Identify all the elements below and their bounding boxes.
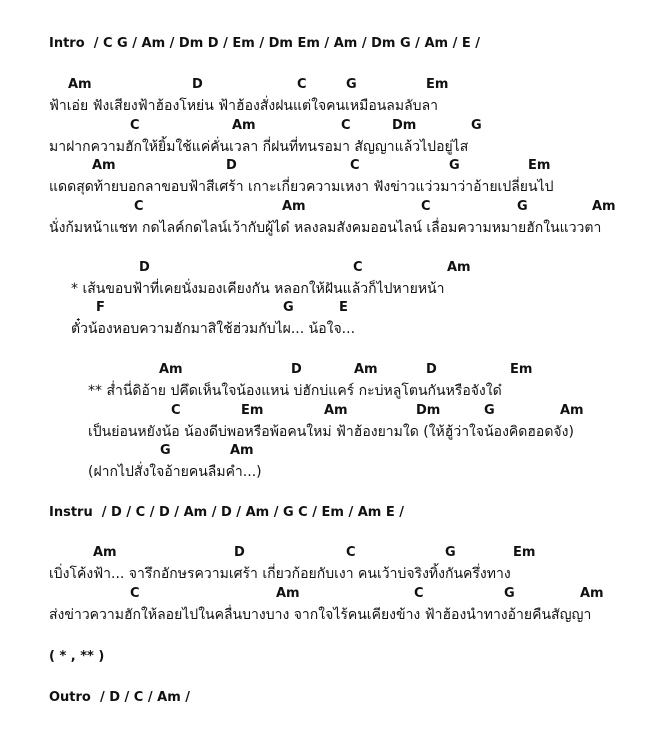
outro-progression: / D / C / Am /: [99, 690, 191, 705]
chord: Am: [93, 545, 117, 560]
chord: Am: [232, 118, 256, 133]
chord: Em: [528, 158, 551, 173]
chord: C: [414, 586, 424, 601]
chord: Em: [241, 403, 264, 418]
chord: G: [346, 77, 357, 92]
chord: E: [339, 300, 348, 315]
lyric-line: * เส้นขอบฟ้าที่เคยนั่งมองเคียงกัน หลอกให้ฝันแล้วก็ไปหายหน้า: [71, 281, 445, 297]
chord: G: [445, 545, 456, 560]
chord: Am: [447, 260, 471, 275]
chord: C: [421, 199, 431, 214]
chord: D: [192, 77, 203, 92]
lyric-line: มาฝากความฮักให้ยิ้มใช้แค่คั่นเวลา กี่ฝนที่ทนรอมา สัญญาแล้วไปอยู่ไส: [49, 139, 469, 155]
chord: Am: [92, 158, 116, 173]
chord: Am: [230, 443, 254, 458]
chord: C: [134, 199, 144, 214]
chord: Em: [426, 77, 449, 92]
chord: D: [226, 158, 237, 173]
chord: Am: [159, 362, 183, 377]
chord: C: [130, 586, 140, 601]
outro-line: [49, 690, 190, 705]
chord: Am: [354, 362, 378, 377]
chord: G: [160, 443, 171, 458]
lyric-line: ตั๋วน้องหอบความฮักมาสิใช้ฮ่วมกับไผ... น้อใจ...: [71, 321, 356, 337]
chord: Am: [282, 199, 306, 214]
chord: D: [291, 362, 302, 377]
lyric-line: เบิ่งโค้งฟ้า... จารึกอักษรความเศร้า เกี่ยวก้อยกับเงา คนเว้าบ่จริงทิ้งกันครึ่งทาง: [49, 566, 511, 582]
chord: Am: [592, 199, 616, 214]
lyric-line: ** ส่ำนี่ดิอ้าย ปคึดเห็นใจน้องแหน่ บ่ฮักบ่แคร์ กะบ่หลูโตนกันหรือจังใด๋: [88, 383, 502, 399]
chord: F: [96, 300, 105, 315]
chord: C: [346, 545, 356, 560]
chord: Am: [324, 403, 348, 418]
lyric-line: (ฝากไปสั่งใจอ้ายคนลืมคำ...): [88, 464, 262, 480]
lyric-line: เป็นย่อนหยังน้อ น้องดีบ่พอหรือพ้อคนใหม่ ฟ้าฮ้องยามใด (ให้ฮู้ว่าใจน้องคิดฮอดจัง): [88, 424, 574, 440]
chord: D: [426, 362, 437, 377]
outro-label: Outro: [49, 690, 91, 705]
chord: Am: [276, 586, 300, 601]
chord: D: [139, 260, 150, 275]
lyric-line: นั่งก้มหน้าแชท กดไลค์กดไลน์เว้ากับผู้ได๋ หลงลมสังคมออนไลน์ เลื่อมความหมายฮักในแววตา: [49, 220, 602, 236]
intro-label: Intro: [49, 36, 85, 51]
intro-progression: / C G / Am / Dm D / Em / Dm Em / Am / Dm G / Am / E /: [93, 36, 481, 51]
instru-line: [49, 505, 404, 520]
chord: C: [341, 118, 351, 133]
chord: Dm: [392, 118, 417, 133]
chord: G: [283, 300, 294, 315]
chord: Am: [68, 77, 92, 92]
instru-progression: / D / C / D / Am / D / Am / G C / Em / Am E /: [101, 505, 405, 520]
chord: G: [517, 199, 528, 214]
chord: Em: [513, 545, 536, 560]
lyric-line: แดดสุดท้ายบอกลาขอบฟ้าสีเศร้า เกาะเกี่ยวความเหงา ฟังข่าวแว่วมาว่าอ้ายเปลี่ยนไป: [49, 179, 554, 195]
chord: C: [350, 158, 360, 173]
chord: C: [130, 118, 140, 133]
chord: G: [449, 158, 460, 173]
chord: G: [484, 403, 495, 418]
chord: D: [234, 545, 245, 560]
chord: C: [353, 260, 363, 275]
repeat-marker: ( * , ** ): [49, 649, 105, 664]
chord: Em: [510, 362, 533, 377]
chord: G: [471, 118, 482, 133]
chord: Am: [560, 403, 584, 418]
chord: Am: [580, 586, 604, 601]
chord: Dm: [416, 403, 441, 418]
lyric-line: ฟ้าเอ่ย ฟังเสียงฟ้าฮ้องโหย่น ฟ้าฮ้องสั่งฝนแต่ใจคนเหมือนลมลับลา: [49, 98, 439, 114]
chord: C: [297, 77, 307, 92]
chord: C: [171, 403, 181, 418]
lyric-line: ส่งข่าวความฮักให้ลอยไปในคลื่นบางบาง จากใจไร้คนเคียงข้าง ฟ้าฮ้องนำทางอ้ายคืนสัญญา: [49, 607, 592, 623]
instru-label: Instru: [49, 505, 93, 520]
intro-line: [49, 36, 480, 51]
chord: G: [504, 586, 515, 601]
